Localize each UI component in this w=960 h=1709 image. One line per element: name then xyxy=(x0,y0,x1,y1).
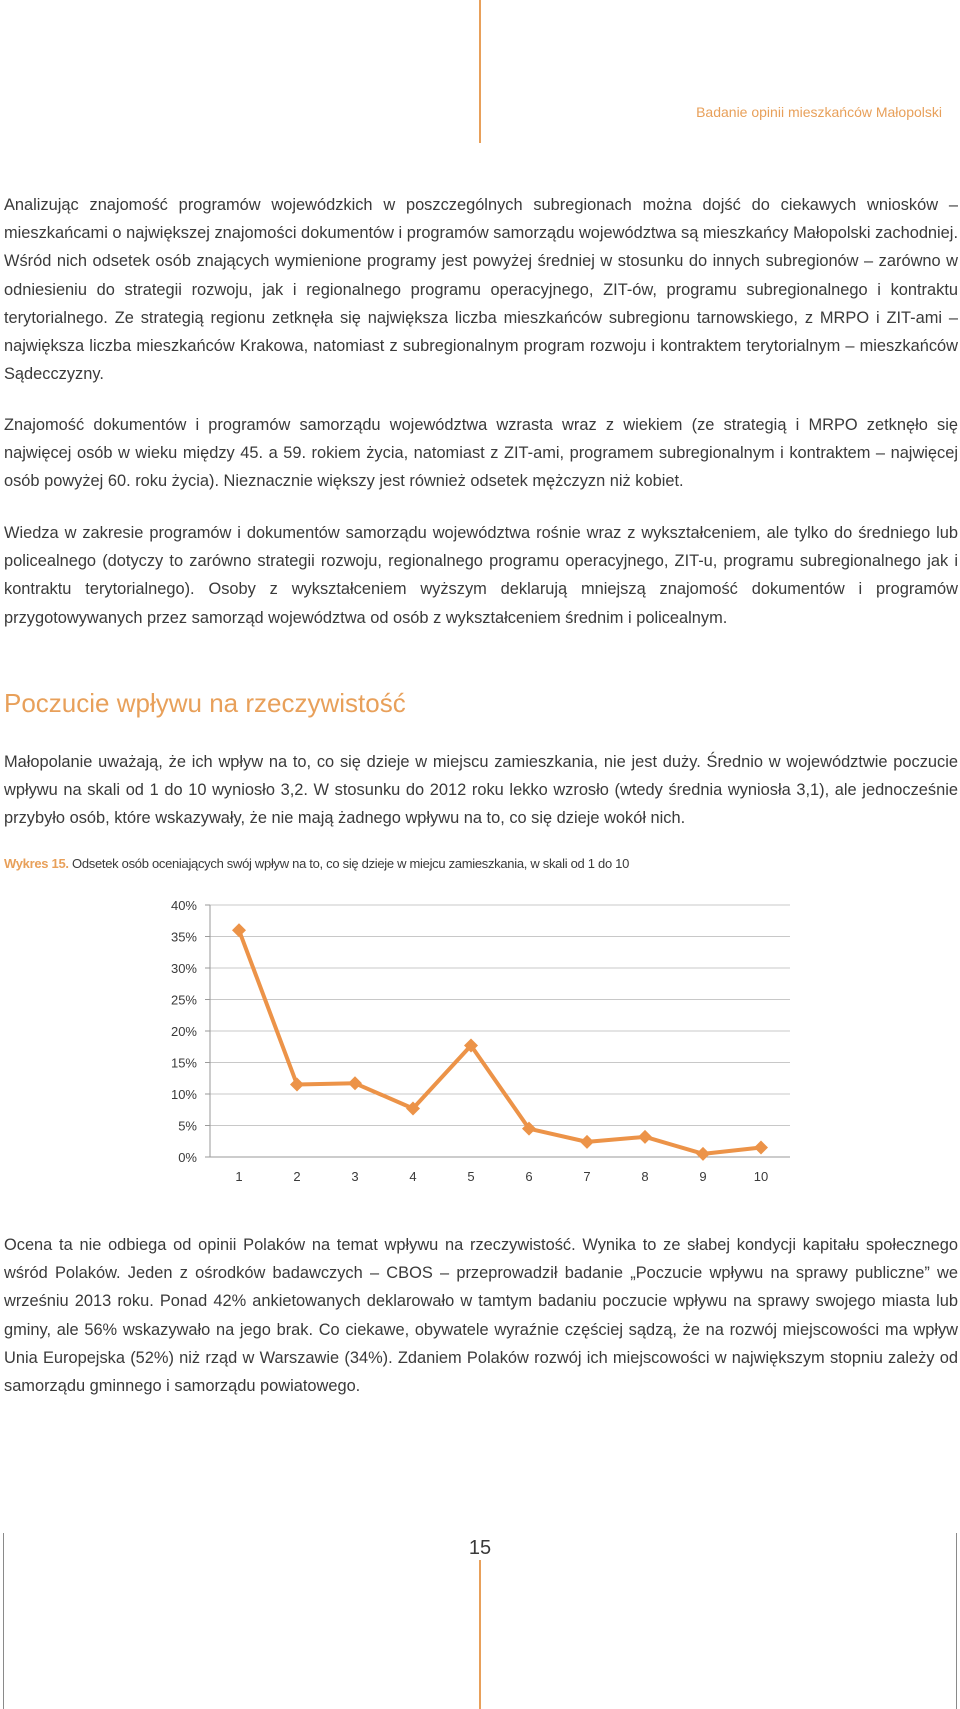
x-tick-label: 4 xyxy=(409,1169,417,1184)
y-tick-label: 35% xyxy=(170,929,197,945)
running-head: Badanie opinii mieszkańców Małopolski xyxy=(696,104,942,120)
series-line xyxy=(239,930,761,1154)
data-point xyxy=(638,1130,652,1144)
data-point xyxy=(696,1147,710,1161)
y-tick-label: 40% xyxy=(170,898,197,913)
paragraph-3: Wiedza w zakresie programów i dokumentów samorządu województwa rośnie wraz z wykształceniem, ale tylko do średniego lub policealnego (dotyczy to zarówno strategii rozwoju, regionalnego programu operacyjnego, ZIT-u, programu subregionalnego jak i kontraktu terytorialnego). Osoby z wykształceniem wyższym deklarują mniejszą znajomość dokumentów i programów przygotowywanych przez samorząd województwa od osób z wykształceniem średnim i policealnym. xyxy=(4,524,958,627)
x-tick-label: 2 xyxy=(293,1169,301,1184)
data-point xyxy=(232,923,246,937)
chart-caption-label: Wykres 15. xyxy=(4,856,69,871)
chart-caption-text: Odsetek osób oceniających swój wpływ na to, co się dzieje w miejcu zamieszkania, w skali od 1 do 10 xyxy=(68,856,630,871)
data-point xyxy=(290,1078,304,1092)
paragraph-5: Ocena ta nie odbiega od opinii Polaków na temat wpływu na rzeczywistość. Wynika to ze słabej kondycji kapitału społecznego wśród Polaków. Jeden z ośrodków badawczych – CBOS – przeprowadził badanie „Poczucie wpływu na sprawy publiczne” we wrześniu 2013 roku. Ponad 42% ankietowanych deklarowało w tamtym badaniu poczucie wpływu na sprawy swojego miasta lub gminy, ale 56% wskazywało na jego brak. Co ciekawe, obywatele wyraźnie częściej sądzą, że na rozwój miejscowości ma wpływ Unia Europejska (52%) niż rząd w Warszawie (34%). Zdaniem Polaków rozwój ich miejscowości w największym stopniu zależy od samorządu gminnego i samorządu powiatowego. xyxy=(4,1236,958,1396)
footer-rule-center xyxy=(479,1560,481,1709)
y-tick-label: 30% xyxy=(170,961,197,976)
data-point xyxy=(580,1135,594,1149)
y-tick-label: 20% xyxy=(170,1024,197,1039)
x-tick-label: 7 xyxy=(583,1169,591,1184)
y-tick-label: 5% xyxy=(178,1118,197,1134)
paragraph-4: Małopolanie uważają, że ich wpływ na to, co się dzieje w miejscu zamieszkania, nie jest duży. Średnio w województwie poczucie wpływu na skali od 1 do 10 wyniosło 3,2. W stosunku do 2012 roku lekko wzrosło (wtedy średnia wyniosła 3,1), ale jednocześnie przybyło osób, które wskazywały, że nie mają żadnego wpływu na to, co się dzieje wokół nich. xyxy=(4,753,958,828)
section-heading: Poczucie wpływu na rzeczywistość xyxy=(4,688,406,718)
data-point xyxy=(348,1076,362,1090)
y-tick-label: 25% xyxy=(170,992,197,1008)
x-tick-label: 5 xyxy=(467,1169,475,1184)
x-tick-label: 8 xyxy=(641,1169,649,1184)
y-tick-label: 15% xyxy=(170,1055,197,1071)
top-rule xyxy=(479,0,481,143)
x-tick-label: 3 xyxy=(351,1169,359,1184)
y-tick-label: 0% xyxy=(178,1150,197,1165)
x-tick-label: 10 xyxy=(753,1169,769,1184)
paragraph-2: Znajomość dokumentów i programów samorządu województwa wzrasta wraz z wiekiem (ze strategią i MRPO zetknęło się najwięcej osób w wieku między 45. a 59. rokiem życia, natomiast z ZIT-ami, programem subregionalnym i kontraktem – najwięcej osób powyżej 60. roku życia). Nieznacznie większy jest również odsetek mężczyzn niż kobiet. xyxy=(4,416,958,491)
x-tick-label: 6 xyxy=(525,1169,533,1184)
x-tick-label: 9 xyxy=(699,1169,707,1184)
paragraph-1: Analizując znajomość programów wojewódzkich w poszczególnych subregionach można dojść do ciekawych wniosków – mieszkańcami o największej znajomości dokumentów i programów samorządu województwa są mieszkańcy Małopolski zachodniej. Wśród nich odsetek osób znających wymienione programy jest powyżej średniej w stosunku do innych subregionów – zarówno w odniesieniu do strategii rozwoju, jak i regionalnego programu operacyjnego, ZIT-ów, programu subregionalnego i kontraktu terytorialnego. Ze strategią regionu zetknęła się największa liczba mieszkańców subregionu tarnowskiego, z MRPO i ZIT-ami – największa liczba mieszkańców Krakowa, natomiast z subregionalnym program rozwoju i kontraktem terytorialnym – mieszkańców Sądecczyzny. xyxy=(4,196,958,384)
x-tick-label: 1 xyxy=(235,1169,243,1184)
chart-caption xyxy=(4,856,629,871)
y-tick-label: 10% xyxy=(170,1087,197,1102)
line-chart xyxy=(0,880,960,1200)
page-number: 15 xyxy=(468,1537,492,1559)
data-point xyxy=(754,1141,768,1155)
chart-grid xyxy=(210,905,790,1126)
